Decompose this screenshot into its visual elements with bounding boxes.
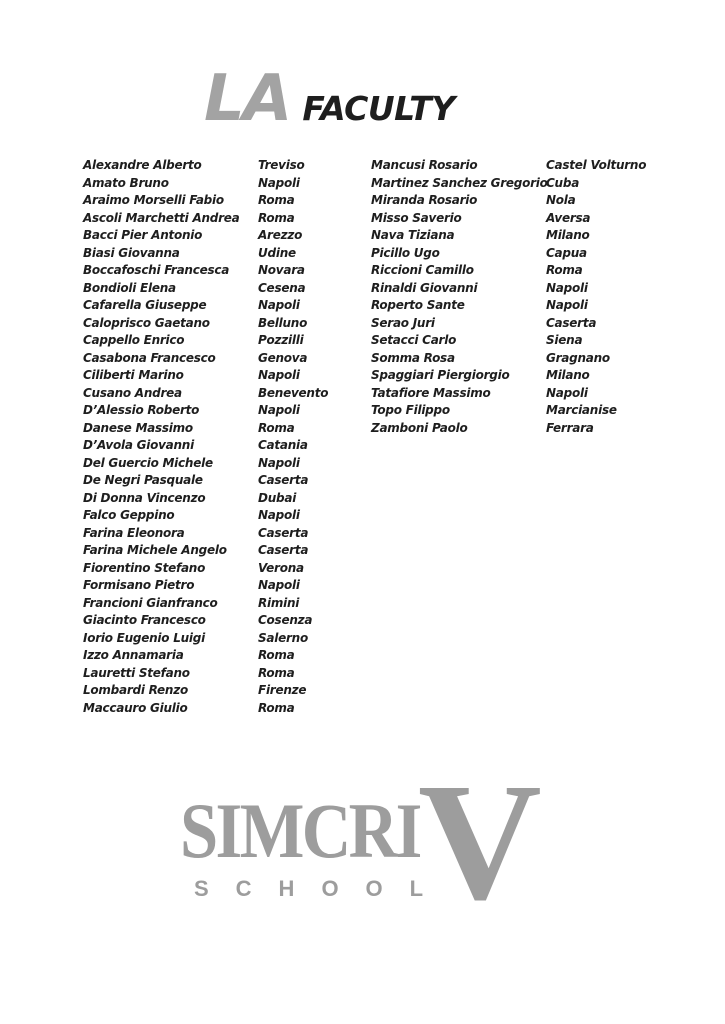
faculty-city: Gragnano [546,350,610,365]
faculty-cities-column-1 [258,157,328,717]
faculty-city: Arezzo [258,228,303,242]
faculty-city: Napoli [546,280,588,295]
faculty-city: Napoli [258,403,300,417]
faculty-city: Novara [258,263,305,277]
faculty-name: Francioni Gianfranco [83,595,218,610]
faculty-name: Nava Tiziana [371,228,455,242]
faculty-city: Aversa [546,210,591,225]
faculty-name: Giacinto Francesco [83,613,206,627]
faculty-city: Roma [258,210,295,225]
faculty-city: Napoli [258,455,300,470]
faculty-name: Biasi Giovanna [83,245,180,260]
faculty-city: Napoli [258,175,300,190]
faculty-name: Boccafoschi Francesca [83,263,230,277]
faculty-name: Cappello Enrico [83,333,185,347]
faculty-city: Rimini [258,595,300,610]
faculty-name: Spaggiari Piergiorgio [371,368,510,382]
faculty-name: Danese Massimo [83,420,193,435]
faculty-city: Caserta [546,315,597,330]
faculty-city: Roma [258,420,295,435]
faculty-city: Verona [258,560,304,575]
faculty-city: Roma [258,665,295,680]
faculty-city: Cesena [258,280,306,295]
faculty-name: Zamboni Paolo [371,420,468,435]
faculty-city: Roma [258,648,295,662]
faculty-city: Roma [546,263,583,277]
faculty-city: Castel Volturno [546,158,647,172]
faculty-name: Di Donna Vincenzo [83,490,206,505]
faculty-city: Firenze [258,683,307,697]
faculty-city: Cosenza [258,613,313,627]
faculty-name: Caloprisco Gaetano [83,315,210,330]
faculty-city: Treviso [258,158,305,172]
faculty-name: Setacci Carlo [371,333,457,347]
faculty-city: Roma [258,193,295,207]
faculty-city: Caserta [258,473,309,487]
faculty-name: D’Avola Giovanni [83,438,194,452]
faculty-name: De Negri Pasquale [83,473,203,487]
faculty-name: Izzo Annamaria [83,648,184,662]
faculty-city: Napoli [546,385,588,400]
faculty-city: Belluno [258,315,308,330]
faculty-name: Iorio Eugenio Luigi [83,630,205,645]
faculty-name: Somma Rosa [371,350,455,365]
faculty-name: Cusano Andrea [83,385,182,400]
faculty-name: Farina Michele Angelo [83,543,227,557]
faculty-city: Napoli [258,508,300,522]
faculty-city: Capua [546,245,587,260]
faculty-name: Miranda Rosario [371,193,478,207]
faculty-name: Araimo Morselli Fabio [83,193,224,207]
page-title [204,62,455,136]
faculty-name: Maccauro Giulio [83,700,188,715]
faculty-names-column-1 [83,157,240,717]
title-main: FACULTY [302,89,455,128]
faculty-name: Roperto Sante [371,298,465,312]
faculty-city: Genova [258,350,308,365]
title-prefix: LA [204,62,291,136]
faculty-city: Marcianise [546,403,617,417]
faculty-city: Caserta [258,525,309,540]
faculty-name: Tatafiore Massimo [371,385,491,400]
faculty-city: Pozzilli [258,333,304,347]
faculty-name: Topo Filippo [371,403,450,417]
faculty-name: Bacci Pier Antonio [83,228,203,242]
faculty-city: Siena [546,333,583,347]
faculty-name: Picillo Ugo [371,245,440,260]
faculty-name: Rinaldi Giovanni [371,280,478,295]
faculty-cities-column-2 [546,157,646,437]
faculty-name: Serao Juri [371,315,435,330]
faculty-names-column-2 [371,157,548,437]
faculty-name: Del Guercio Michele [83,455,213,470]
faculty-name: Bondioli Elena [83,280,176,295]
faculty-city: Milano [546,368,590,382]
logo-subtitle: SCHOOL [194,876,451,901]
faculty-city: Cuba [546,175,580,190]
faculty-name: Fiorentino Stefano [83,560,206,575]
faculty-city: Milano [546,228,590,242]
faculty-city: Caserta [258,543,309,557]
faculty-city: Napoli [258,578,300,592]
faculty-name: Farina Eleonora [83,525,185,540]
faculty-city: Udine [258,245,296,260]
faculty-name: Riccioni Camillo [371,263,474,277]
faculty-name: Amato Bruno [83,175,169,190]
faculty-name: Misso Saverio [371,210,462,225]
faculty-name: Ascoli Marchetti Andrea [83,210,240,225]
faculty-city: Benevento [258,385,329,400]
faculty-name: Formisano Pietro [83,578,195,592]
faculty-city: Dubai [258,490,297,505]
faculty-city: Roma [258,700,295,715]
faculty-name: Casabona Francesco [83,350,216,365]
logo-wordmark: SIMCRI [180,787,420,874]
faculty-city: Nola [546,193,576,207]
faculty-name: Martinez Sanchez Gregorio [371,175,548,190]
faculty-name: Lauretti Stefano [83,665,190,680]
faculty-name: Lombardi Renzo [83,683,188,697]
faculty-city: Napoli [258,298,300,312]
faculty-city: Catania [258,438,308,452]
faculty-city: Napoli [546,298,588,312]
faculty-name: Alexandre Alberto [83,158,202,172]
faculty-name: Mancusi Rosario [371,158,478,172]
faculty-city: Napoli [258,368,300,382]
faculty-name: D’Alessio Roberto [83,403,200,417]
faculty-name: Falco Geppino [83,508,175,522]
faculty-name: Ciliberti Marino [83,368,184,382]
faculty-city: Ferrara [546,420,594,435]
faculty-city: Salerno [258,630,308,645]
faculty-name: Cafarella Giuseppe [83,298,207,312]
logo-roman-numeral: V [418,749,542,935]
simcri-school-logo [150,749,570,935]
